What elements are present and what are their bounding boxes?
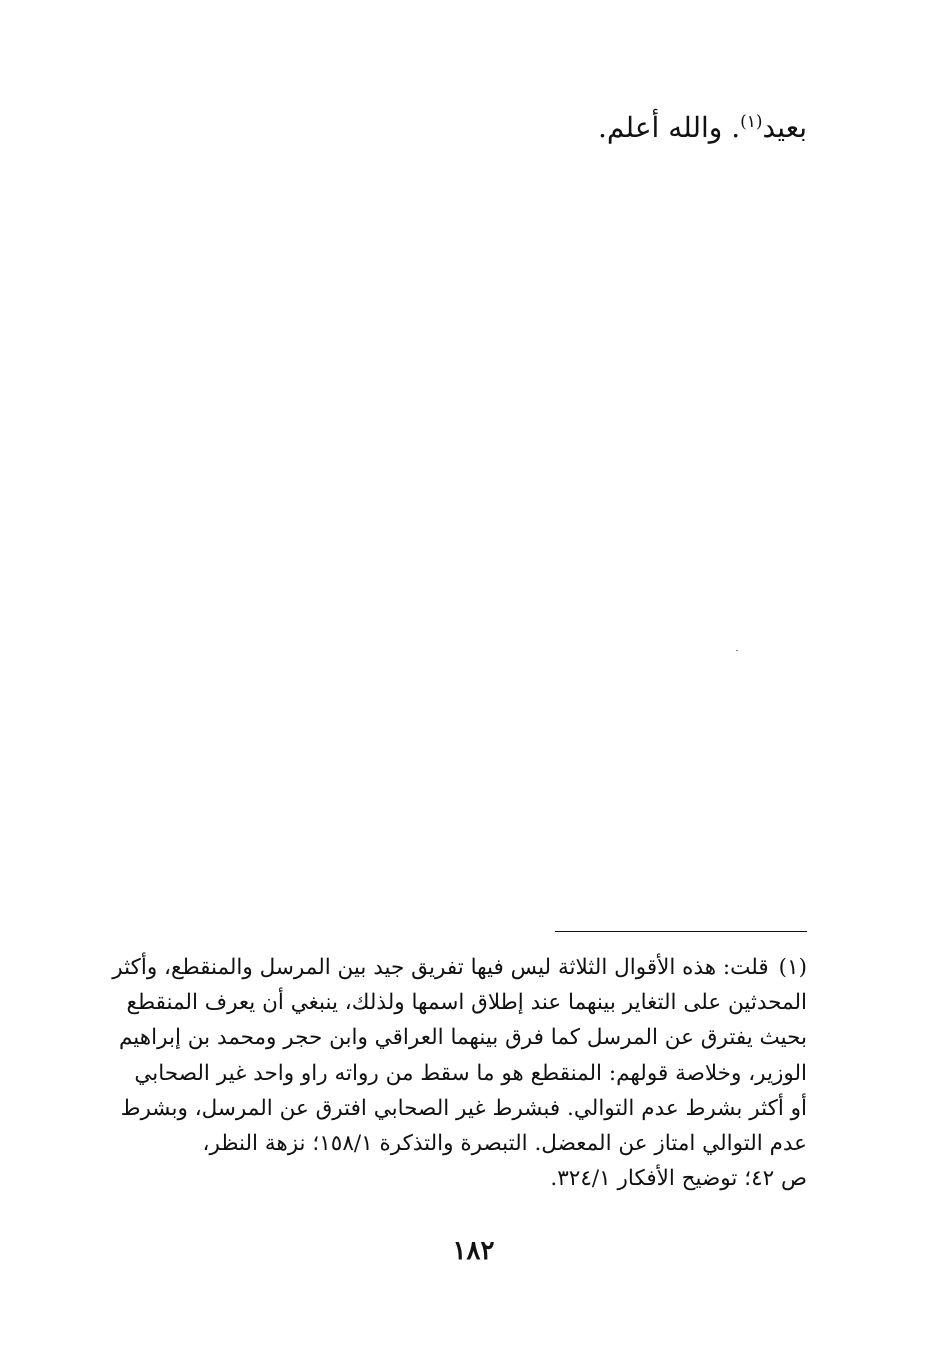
footnote-line: ص ٤٢؛ توضيح الأفكار ٣٢٤/١. [550, 1166, 807, 1192]
main-text-end: . والله أعلم. [598, 111, 741, 144]
footnote-line: عدم التوالي امتاز عن المعضل. التبصرة والتذكرة ١٥٨/١؛ نزهة النظر، [202, 1131, 807, 1157]
footnote-line: بحيث يفترق عن المرسل كما فرق بينهما العراقي وابن حجر ومحمد بن إبراهيم [119, 1025, 807, 1051]
page-number: ١٨٢ [452, 1236, 495, 1266]
footnote-reference: (١) [740, 112, 763, 132]
footnote-line: الوزير، وخلاصة قولهم: المنقطع هو ما سقط من رواته راو واحد غير الصحابي [134, 1060, 807, 1086]
main-text-start: بعيد [762, 111, 807, 144]
main-text [127, 100, 807, 150]
footnote-separator [555, 931, 807, 932]
footnote-line-text: قلت: هذه الأقوال الثلاثة ليس فيها تفريق جيد بين المرسل والمنقطع، وأكثر [112, 955, 769, 980]
footnote-line: أو أكثر بشرط عدم التوالي. فبشرط غير الصحابي افترق عن المرسل، وبشرط [120, 1095, 807, 1121]
footnote-line: المحدثين على التغاير بينهما عند إطلاق اسمها ولذلك، ينبغي أن يعرف المنقطع [126, 990, 807, 1016]
footnote-line [107, 950, 807, 985]
scan-speck [736, 650, 738, 651]
footnote-marker: (١) [778, 955, 807, 980]
footnote [107, 950, 807, 1196]
